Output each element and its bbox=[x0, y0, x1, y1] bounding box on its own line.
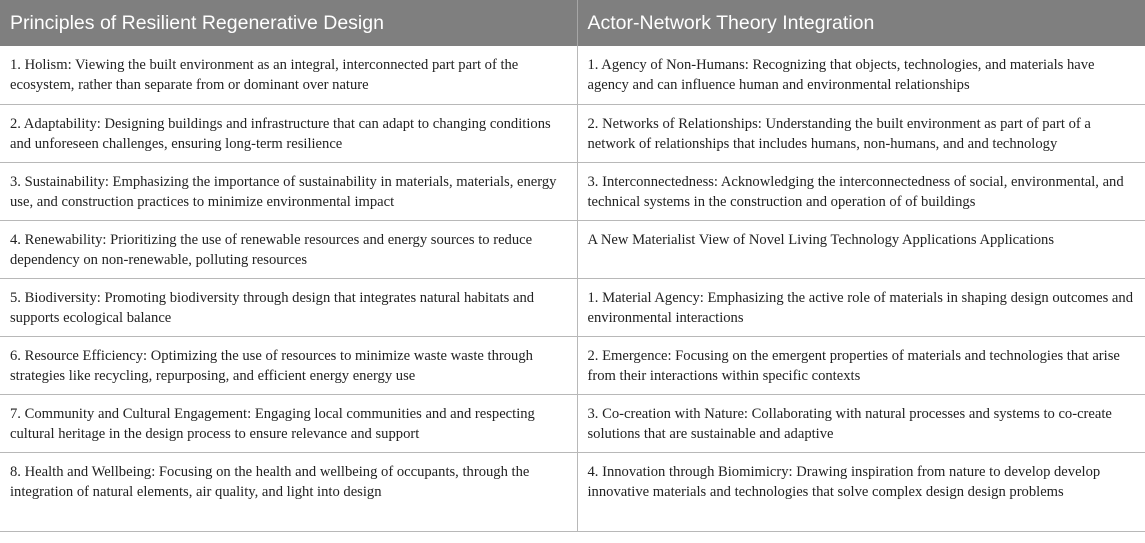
cell-principle: 8. Health and Wellbeing: Focusing on the health and wellbeing of occupants, through the integration of natural elements, air quality, and light into design bbox=[0, 452, 577, 531]
cell-actor-network: 3. Co-creation with Nature: Collaborating with natural processes and systems to co-create solutions that are sustainable and adaptive bbox=[577, 394, 1145, 452]
table-row bbox=[0, 394, 1145, 452]
cell-actor-network: A New Materialist View of Novel Living Technology Applications Applications bbox=[577, 220, 1145, 278]
table-row bbox=[0, 220, 1145, 278]
cell-actor-network: 3. Interconnectedness: Acknowledging the interconnectedness of social, environmental, and technical systems in the construction and operation of of buildings bbox=[577, 162, 1145, 220]
table-row bbox=[0, 104, 1145, 162]
cell-principle: 1. Holism: Viewing the built environment as an integral, interconnected part part of the ecosystem, rather than separate from or dominant over nature bbox=[0, 46, 577, 104]
table-row bbox=[0, 336, 1145, 394]
cell-principle: 3. Sustainability: Emphasizing the importance of sustainability in materials, materials, energy use, and construction practices to minimize environmental impact bbox=[0, 162, 577, 220]
header-principles: Principles of Resilient Regenerative Design bbox=[0, 0, 577, 46]
cell-actor-network: 1. Material Agency: Emphasizing the active role of materials in shaping design outcomes and environmental interactions bbox=[577, 278, 1145, 336]
cell-principle: 6. Resource Efficiency: Optimizing the use of resources to minimize waste waste through strategies like recycling, repurposing, and efficient energy energy use bbox=[0, 336, 577, 394]
table-row bbox=[0, 452, 1145, 531]
table-row bbox=[0, 46, 1145, 104]
cell-actor-network: 2. Networks of Relationships: Understanding the built environment as part of part of a network of relationships that includes humans, non-humans, and and technology bbox=[577, 104, 1145, 162]
cell-principle: 7. Community and Cultural Engagement: Engaging local communities and and respecting cultural heritage in the design process to ensure relevance and support bbox=[0, 394, 577, 452]
cell-actor-network: 4. Innovation through Biomimicry: Drawing inspiration from nature to develop develop innovative materials and technologies that solve complex design design problems bbox=[577, 452, 1145, 531]
table-header bbox=[0, 0, 1145, 46]
table-body bbox=[0, 46, 1145, 531]
table-row bbox=[0, 278, 1145, 336]
header-actor-network: Actor-Network Theory Integration bbox=[587, 11, 875, 34]
cell-principle: 4. Renewability: Prioritizing the use of renewable resources and energy sources to reduce dependency on non-renewable, polluting resources bbox=[0, 220, 577, 278]
cell-actor-network: 1. Agency of Non-Humans: Recognizing that objects, technologies, and materials have agency and can influence human and environmental relationships bbox=[577, 46, 1145, 104]
cell-principle: 2. Adaptability: Designing buildings and infrastructure that can adapt to changing conditions and unforeseen challenges, ensuring long-term resilience bbox=[0, 104, 577, 162]
cell-principle: 5. Biodiversity: Promoting biodiversity through design that integrates natural habitats and supports ecological balance bbox=[0, 278, 577, 336]
header-row bbox=[0, 0, 1145, 46]
table-row bbox=[0, 162, 1145, 220]
cell-actor-network: 2. Emergence: Focusing on the emergent properties of materials and technologies that arise from their interactions within specific contexts bbox=[577, 336, 1145, 394]
